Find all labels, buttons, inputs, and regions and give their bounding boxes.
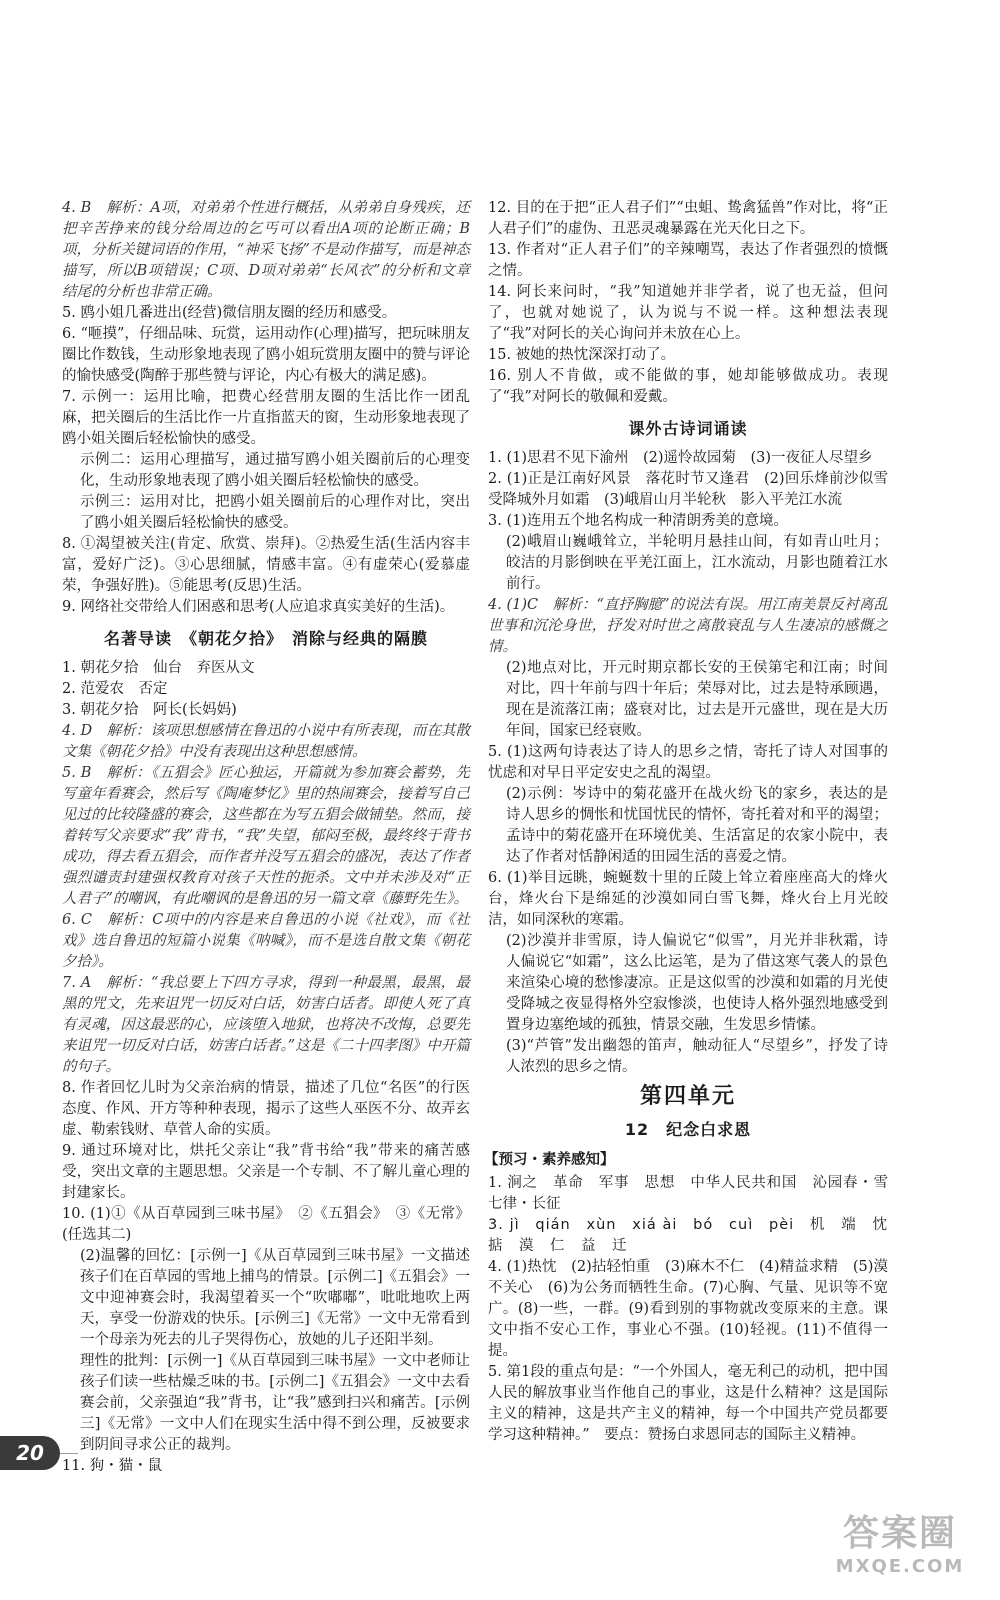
answer-item: 7. A 解析：“我总要上下四方寻求，得到一种最黑，最黑，最黑的咒文，先来诅咒一切反对白话，妨害白话者。即使人死了真有灵魂，因这最恶的心，应该堕入地狱，也将决不改悔，总要先来诅咒一切反对白话，妨害白话者。”这是《二十四孝图》中开篇的句子。 bbox=[62, 975, 470, 1075]
answer-item: 2. (1)正是江南好风景 落花时节又逢君 (2)回乐烽前沙似雪 受降城外月如霜 (3)峨眉山月半轮秋 影入平羌江水流 bbox=[488, 471, 903, 508]
answer-item: 14. 阿长来问时，“我”知道她并非学者，说了也无益，但问了，也就对她说了，认为说与不说一样。这种想法表现了“我”对阿长的关心询问并未放在心上。 bbox=[488, 284, 888, 342]
page-number-rule bbox=[60, 1453, 78, 1454]
answer-paragraph: (3)“芦管”发出幽怨的笛声，触动征人“尽望乡”，抒发了诗人浓烈的思乡之情。 bbox=[506, 1038, 888, 1075]
answer-item: 6. (1)举目远眺，蜿蜒数十里的丘陵上耸立着座座高大的烽火台，烽火台下是绵延的沙漠如同白雪飞舞，烽火台上月光皎洁，如同深秋的寒霜。 bbox=[488, 870, 888, 928]
section-title-poetry: 课外古诗词诵读 bbox=[628, 419, 748, 438]
answer-item: 2. 范爱农 否定 bbox=[62, 681, 168, 697]
answer-item: 5. 第1段的重点句是：“一个外国人，毫无利己的动机，把中国人民的解放事业当作他自己的事业，这是什么精神？这是国际主义的精神，这是共产主义的精神，每一个中国共产党员都要学习这种精神。” 要点：赞扬白求恩同志的国际主义精神。 bbox=[488, 1364, 888, 1443]
answer-paragraph: (2)示例：岑诗中的菊花盛开在战火纷飞的家乡，表达的是诗人思乡的惆怅和忧国忧民的情怀，寄托着对和平的渴望；孟诗中的菊花盛开在环境优美、生活富足的农家小院中，表达了作者对恬静闲适的田园生活的喜爱之情。 bbox=[506, 786, 888, 865]
answer-item: 1. 朝花夕拾 仙台 弃医从文 bbox=[62, 660, 255, 676]
answer-item: 7. 示例一：运用比喻，把费心经营朋友圈的生活比作一团乱麻，把关圈后的生活比作一片直指蓝天的窗，生动形象地表现了鸥小姐关圈后轻松愉快的感受。 bbox=[62, 389, 470, 447]
left-column bbox=[62, 198, 470, 1477]
watermark bbox=[820, 1512, 980, 1582]
answer-item: 12. 目的在于把“正人君子们”“虫蛆、鸷禽猛兽”作对比，将“正人君子们”的虚伪、丑恶灵魂暴露在光天化日之下。 bbox=[488, 200, 888, 237]
answer-paragraph: 理性的批判：[示例一]《从百草园到三味书屋》一文中老师让孩子们读一些枯燥乏味的书。[示例二]《五猖会》一文中去看赛会前，父亲强迫“我”背书，让“我”感到扫兴和痛苦。[示例三]《无常》一文中人们在现实生活中得不到公理，反被要求到阴间寻求公正的裁判。 bbox=[80, 1353, 470, 1453]
answer-item: 5. B 解析：《五猖会》匠心独运，开篇就为参加赛会蓄势，先写童年看赛会，然后写《陶庵梦忆》里的热闹赛会，接着写自己见过的比较隆盛的赛会，这些都在为写五猖会做铺垫。然而，接着转写父亲要求“我”背书，“我”失望，郁闷至极，最终终于背书成功，得去看五猖会，而作者并没写五猖会的盛况，表达了作者强烈谴责封建强权教育对孩子天性的扼杀。文中并未涉及对“正人君子”的嘲讽，有此嘲讽的是鲁迅的另一篇文章《藤野先生》。 bbox=[62, 765, 470, 907]
answer-item: 16. 别人不肯做，或不能做的事，她却能够做成功。表现了“我”对阿长的敬佩和爱戴。 bbox=[488, 368, 888, 405]
answer-item: 6. C 解析：C项中的内容是来自鲁迅的小说《社戏》，而《社戏》选自鲁迅的短篇小说集《呐喊》，而不是选自散文集《朝花夕拾》。 bbox=[62, 912, 470, 970]
answer-item: 8. ①渴望被关注(肯定、欣赏、崇拜)。②热爱生活(生活内容丰富，爱好广泛)。③心思细腻，情感丰富。④有虚荣心(爱慕虚荣，争强好胜)。⑤能思考(反思)生活。 bbox=[62, 536, 470, 594]
answer-item: 4. (1)热忱 (2)拈轻怕重 (3)麻木不仁 (4)精益求精 (5)漠不关心 (6)为公务而牺牲生命。(7)心胸、气量、见识等不宽广。(8)一些，一群。(9)看到别的事物就改变原来的主意。课文中指不安心工作，事业心不强。(10)轻视。(11)不值得一提。 bbox=[488, 1259, 888, 1359]
answer-paragraph: (2)峨眉山巍峨耸立，半轮明月悬挂山间，有如青山吐月；皎洁的月影倒映在平羌江面上，江水流动，月影也随着江水前行。 bbox=[506, 534, 888, 592]
watermark-url: MXQE.COM bbox=[835, 1556, 965, 1577]
answer-item: 3. 朝花夕拾 阿长(长妈妈) bbox=[62, 702, 237, 718]
answer-item: 5. (1)这两句诗表达了诗人的思乡之情，寄托了诗人对国事的忧虑和对早日平定安史之乱的渴望。 bbox=[488, 744, 888, 781]
lesson-title: 12 纪念白求恩 bbox=[624, 1120, 752, 1139]
answer-item: 1. 涧之 革命 军事 思想 中华人民共和国 沁园春・雪 七律・长征 bbox=[488, 1175, 903, 1212]
answer-item: 13. 作者对“正人君子们”的辛辣嘲骂，表达了作者强烈的愤慨之情。 bbox=[488, 242, 888, 279]
answer-item: 4. B 解析：A项，对弟弟个性进行概括，从弟弟自身残疾，还把辛苦挣来的钱分给周边的乞丐可以看出A项的论断正确；B项，分析关键词语的作用，“神采飞扬”不是动作描写，而是神态描写，所以B项错误；C项、D项对弟弟“长风衣”的分析和文章结尾的分析也非常正确。 bbox=[62, 200, 470, 300]
answer-item: 6. “咂摸”，仔细品味、玩赏，运用动作(心理)描写，把玩味朋友圈比作数钱，生动形象地表现了鸥小姐玩赏朋友圈中的赞与评论的愉快感受(陶醉于那些赞与评论，内心有极大的满足感)。 bbox=[62, 326, 470, 384]
answer-paragraph: (2)地点对比，开元时期京都长安的王侯第宅和江南；时间对比，四十年前与四十年后；荣辱对比，过去是特承顾遇，现在是流落江南；盛衰对比，过去是开元盛世，现在是大历年间，国家已经衰败。 bbox=[506, 660, 888, 739]
unit-title: 第四单元 bbox=[639, 1084, 736, 1109]
answer-item: 8. 作者回忆儿时为父亲治病的情景，描述了几位“名医”的行医态度、作风、开方等种种表现，揭示了这些人巫医不分、故弄玄虚、勒索钱财、草菅人命的实质。 bbox=[62, 1080, 470, 1138]
watermark-logo: 答案圈 bbox=[842, 1513, 957, 1554]
answer-paragraph: (2)温馨的回忆：[示例一]《从百草园到三味书屋》一文描述孩子们在百草园的雪地上捕鸟的情景。[示例二]《五猖会》一文中迎神赛会时，我渴望着买一个“吹嘟嘟”，吡吡地吹上两天，享受一份游戏的快乐。[示例三]《无常》一文中无常看到一个母亲为死去的儿子哭得伤心，放她的儿子还阳半刻。 bbox=[80, 1248, 470, 1348]
answer-item: 9. 通过环境对比，烘托父亲让“我”背书给“我”带来的痛苦感受，突出文章的主题思想。父亲是一个专制、不了解儿童心理的封建家长。 bbox=[62, 1143, 470, 1201]
answer-item: 1. (1)思君不见下渝州 (2)遥怜故园菊 (3)一夜征人尽望乡 bbox=[488, 450, 873, 466]
answer-item: 5. 鸥小姐几番进出(经营)微信朋友圈的经历和感受。 bbox=[62, 305, 397, 321]
answer-item: 4. (1)C 解析：“直抒胸臆”的说法有误。用江南美景反衬离乱世事和沉沦身世，抒发对时世之离散衰乱与人生凄凉的感慨之情。 bbox=[488, 597, 888, 655]
answer-paragraph: 示例二：运用心理描写，通过描写鸥小姐关圈前后的心理变化，生动形象地表现了鸥小姐关圈后轻松愉快的感受。 bbox=[80, 452, 470, 489]
answer-item: 3. (1)连用五个地名构成一种清朗秀美的意境。 bbox=[488, 513, 788, 529]
answer-item: 15. 被她的热忱深深打动了。 bbox=[488, 347, 676, 363]
answer-item: 3. jì qián xùn xiá ài bó cuì pèi 机 端 忱 掂 漠 仁 益 迁 bbox=[488, 1217, 904, 1254]
section-title-classics: 名著导读 《朝花夕拾》 消除与经典的隔膜 bbox=[103, 629, 428, 648]
answer-item: 11. 狗・猫・鼠 bbox=[62, 1458, 163, 1474]
page-number: 20 bbox=[0, 1436, 60, 1470]
answer-item: 9. 网络社交带给人们困惑和思考(人应追求真实美好的生活)。 bbox=[62, 599, 455, 615]
answer-item: 4. D 解析：该项思想感情在鲁迅的小说中有所表现，而在其散文集《朝花夕拾》中没有表现出这种思想感情。 bbox=[62, 723, 470, 760]
preview-tag: 【预习・素养感知】 bbox=[484, 1152, 615, 1168]
right-column bbox=[484, 198, 904, 1446]
answer-paragraph: 示例三：运用对比，把鸥小姐关圈前后的心理作对比，突出了鸥小姐关圈后轻松愉快的感受。 bbox=[80, 494, 470, 531]
answer-paragraph: (2)沙漠并非雪原，诗人偏说它“似雪”，月光并非秋霜，诗人偏说它“如霜”，这么比运笔，是为了借这寒气袭人的景色来渲染心境的愁惨凄凉。正是这似雪的沙漠和如霜的月光使受降城之夜显得格外空寂惨淡，也使诗人格外强烈地感受到置身边塞绝域的孤独，情景交融，生发思乡情愫。 bbox=[506, 933, 888, 1033]
answer-item: 10. (1)①《从百草园到三味书屋》 ②《五猖会》 ③《无常》(任选其二) bbox=[62, 1206, 470, 1243]
